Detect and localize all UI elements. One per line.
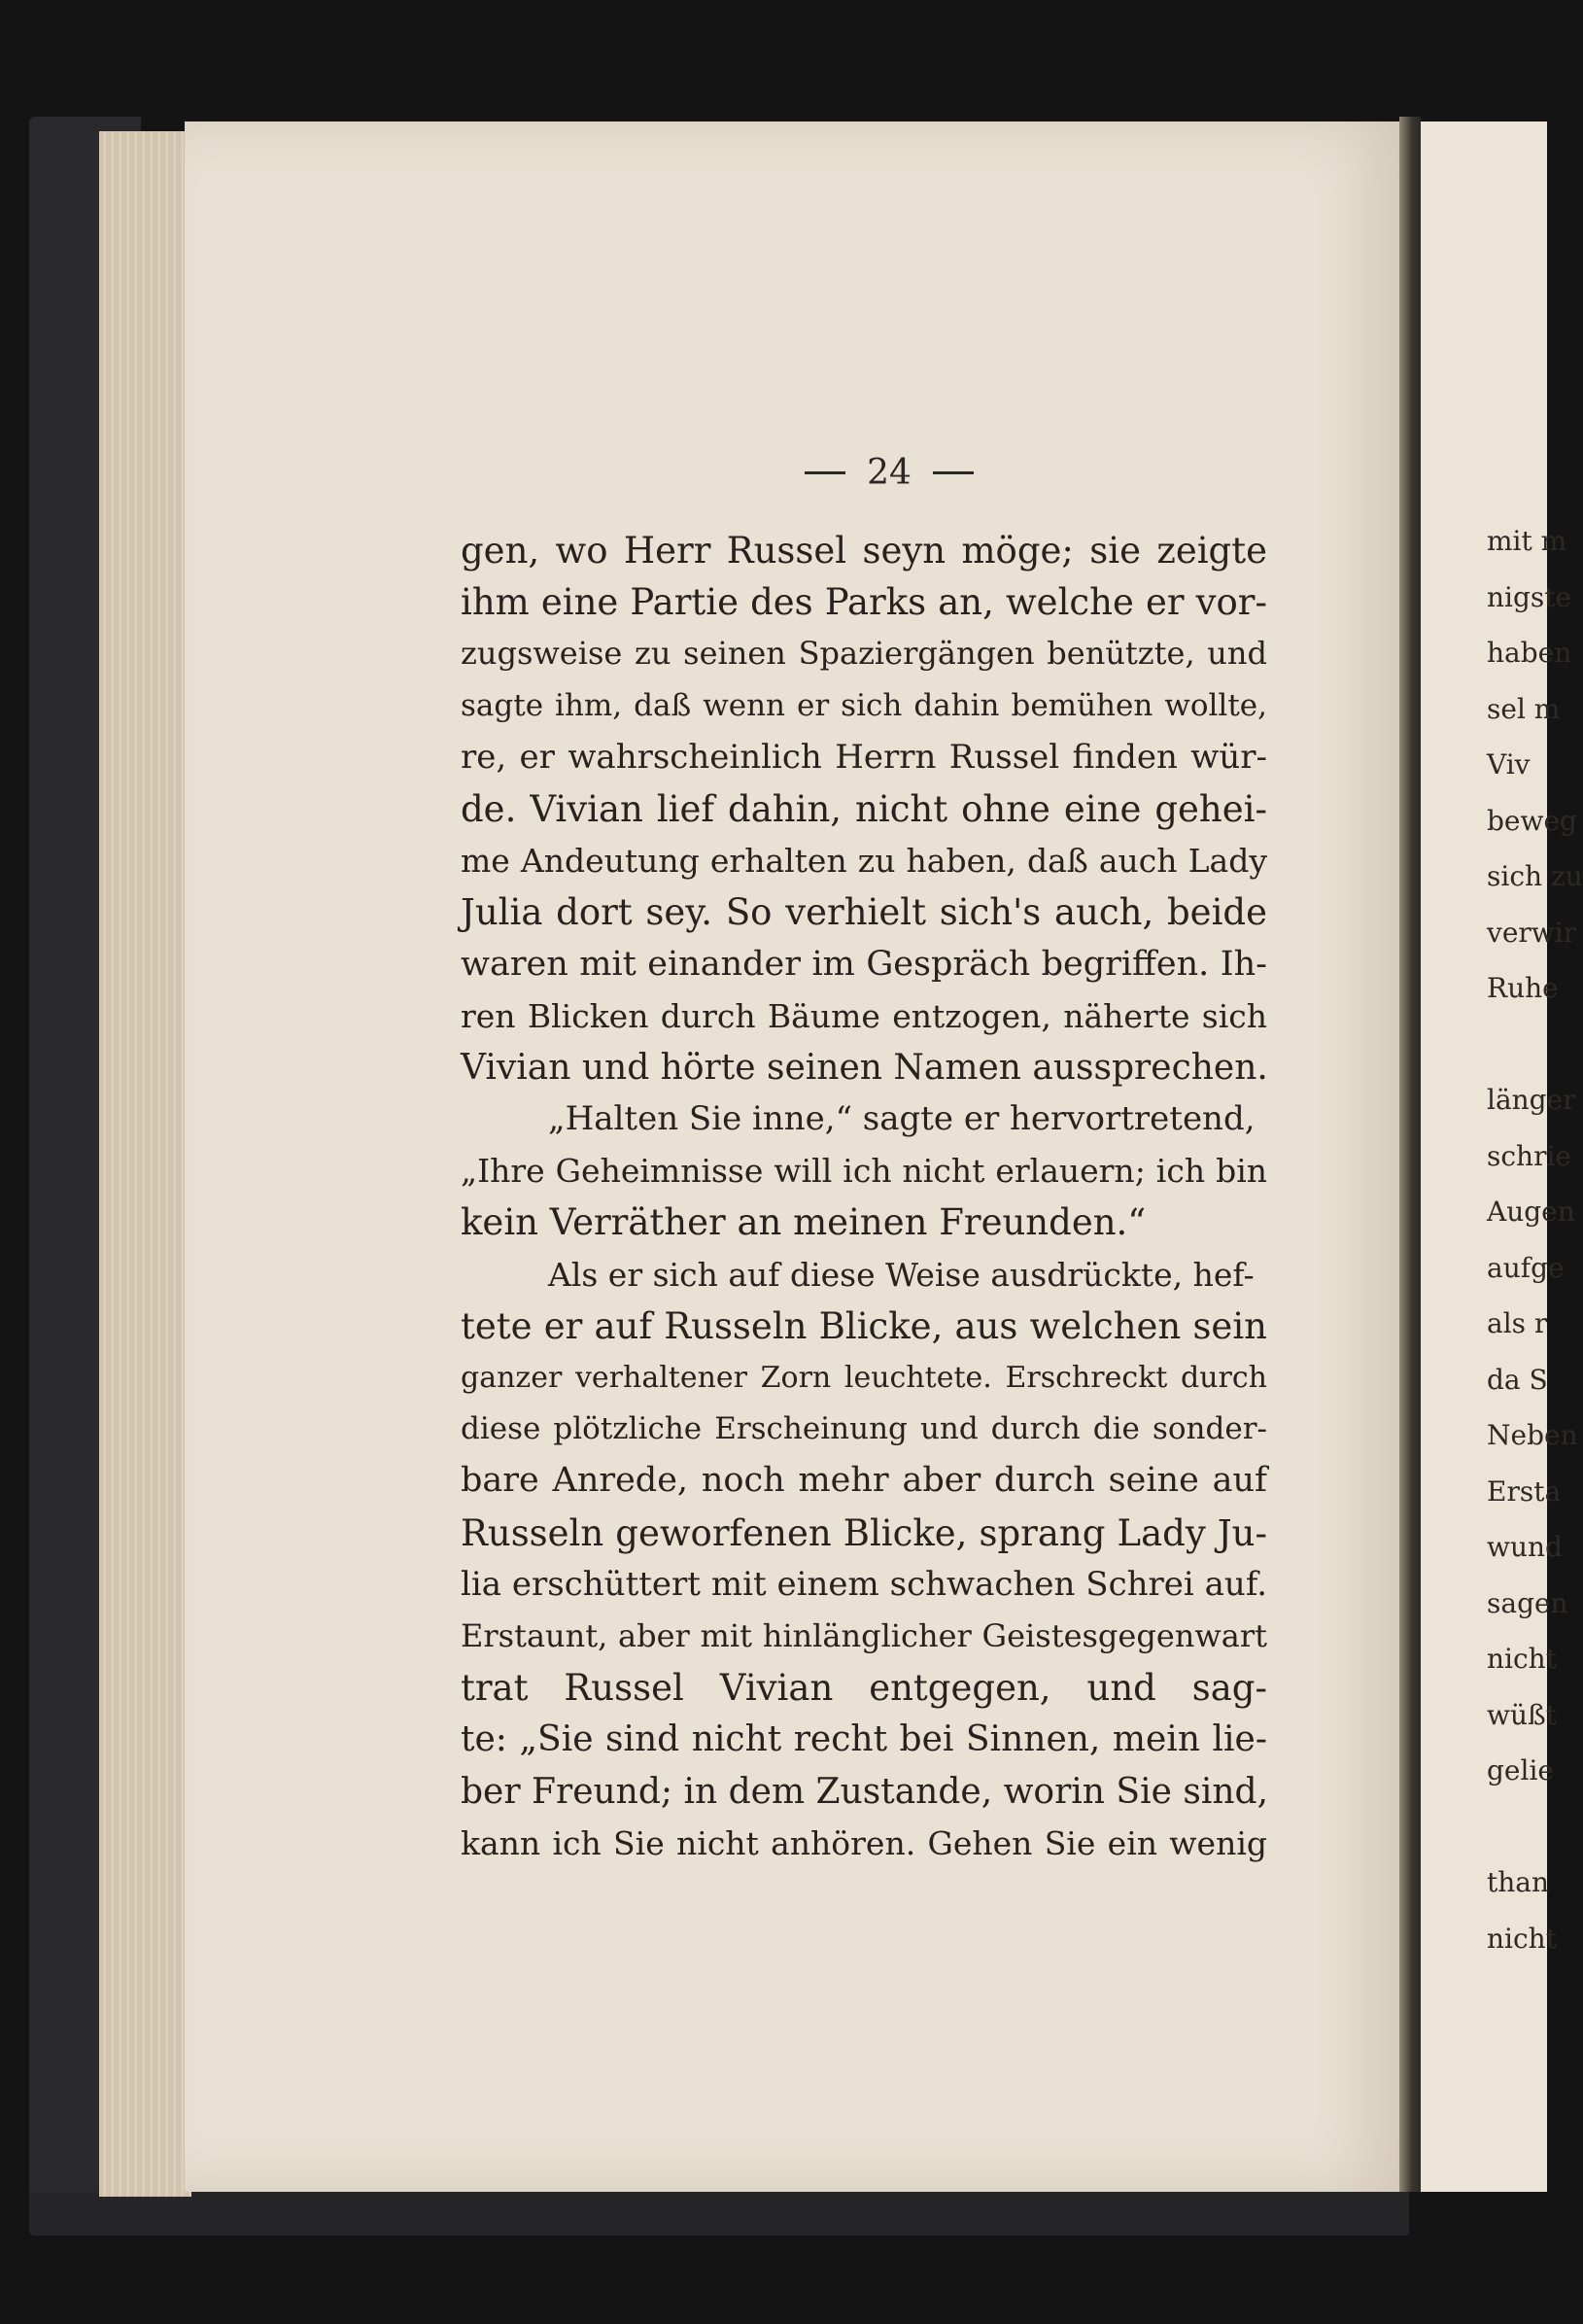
- facing-page-fragment: Neben: [1487, 1419, 1578, 1451]
- body-text: [461, 525, 1267, 1869]
- facing-page-fragment: aufge: [1487, 1251, 1565, 1284]
- facing-page-fragment: wüßt: [1487, 1698, 1557, 1731]
- facing-page-fragment: sich zu: [1487, 860, 1583, 892]
- book-gutter: [1399, 117, 1421, 2192]
- text-line: „Halten Sie inne,“ sagte er hervortretend,: [548, 1099, 1256, 1139]
- page-number: [768, 449, 1011, 496]
- page-number-dash-right: [933, 471, 974, 474]
- facing-page-fragment: nigste: [1487, 580, 1572, 613]
- facing-page-fragment: than: [1487, 1866, 1550, 1898]
- text-line: Erstaunt, aber mit hinlänglicher Geistesgegenwart: [461, 1616, 1267, 1654]
- facing-page-fragment: haben: [1487, 637, 1572, 669]
- text-line: Als er sich auf diese Weise ausdrückte, hef-: [548, 1255, 1255, 1294]
- facing-page-fragment: [1487, 1017, 1547, 1073]
- text-line: ber Freund; in dem Zustande, worin Sie sind,: [461, 1771, 1269, 1812]
- page-number-text: 24: [867, 452, 912, 493]
- text-line: re, er wahrscheinlich Herrn Russel finden wür-: [461, 737, 1267, 777]
- text-line: ganzer verhaltener Zorn leuchtete. Erschreckt durch: [461, 1361, 1267, 1395]
- text-line: zugsweise zu seinen Spaziergängen benützte, und: [461, 635, 1267, 673]
- facing-page-fragment: beweg: [1487, 804, 1577, 837]
- facing-page-fragment: [1487, 1799, 1547, 1856]
- text-line: waren mit einander im Gespräch begriffen. Ih-: [461, 944, 1267, 984]
- facing-page-fragment: sagen: [1487, 1586, 1568, 1619]
- text-line: diese plötzliche Erscheinung und durch die sonder-: [461, 1411, 1267, 1447]
- text-line: tete er auf Russeln Blicke, aus welchen sein: [461, 1304, 1267, 1347]
- facing-page-fragment: verwir: [1487, 916, 1577, 949]
- page-number-dash-left: [805, 471, 845, 474]
- facing-page-fragment: Ruhe: [1487, 972, 1559, 1004]
- text-line: Julia dort sey. So verhielt sich's auch, beide: [461, 891, 1267, 934]
- facing-page-fragment: sel m: [1487, 692, 1561, 725]
- facing-page-fragment: schrie: [1487, 1139, 1571, 1172]
- facing-page-fragment: Augen: [1487, 1196, 1575, 1228]
- text-line: „Ihre Geheimnisse will ich nicht erlauern; ich bin: [461, 1152, 1267, 1191]
- facing-page-fragment: Viv: [1487, 748, 1531, 780]
- facing-page-fragment: gelie: [1487, 1754, 1554, 1786]
- text-line: me Andeutung erhalten zu haben, daß auch Lady: [461, 842, 1267, 881]
- text-line: gen, wo Herr Russel seyn möge; sie zeigte: [461, 530, 1267, 572]
- text-line: ren Blicken durch Bäume entzogen, näherte sich: [461, 996, 1267, 1035]
- text-line: lia erschüttert mit einem schwachen Schrei auf.: [461, 1564, 1267, 1604]
- text-line: Russeln geworfenen Blicke, sprang Lady Ju-: [461, 1511, 1267, 1554]
- facing-page-fragment: nicht: [1487, 1922, 1557, 1955]
- text-line: sagte ihm, daß wenn er sich dahin bemühen wollte,: [461, 687, 1267, 723]
- book-cover-bottom: [29, 2192, 1409, 2236]
- facing-page-fragment: Ersta: [1487, 1474, 1562, 1508]
- text-line: trat Russel Vivian entgegen, und sag-: [461, 1667, 1267, 1710]
- text-line: kann ich Sie nicht anhören. Gehen Sie ein wenig: [461, 1823, 1267, 1862]
- facing-page-fragment: als r: [1487, 1307, 1548, 1339]
- facing-page-text-fragments: [1487, 513, 1583, 1966]
- text-line: te: „Sie sind nicht recht bei Sinnen, mein lie-: [461, 1719, 1267, 1760]
- facing-page-fragment: nicht: [1487, 1643, 1557, 1675]
- facing-page-fragment: da S: [1487, 1363, 1548, 1396]
- text-line: ihm eine Partie des Parks an, welche er vor-: [461, 581, 1267, 624]
- text-line: de. Vivian lief dahin, nicht ohne eine gehei-: [461, 787, 1267, 830]
- facing-page-fragment: länger: [1487, 1084, 1576, 1116]
- facing-page-fragment: wund: [1487, 1531, 1563, 1563]
- facing-page-fragment: mit m: [1487, 525, 1567, 557]
- page-edges: [99, 131, 191, 2197]
- text-line: kein Verräther an meinen Freunden.“: [461, 1201, 1147, 1244]
- text-line: bare Anrede, noch mehr aber durch seine auf: [461, 1461, 1267, 1501]
- text-line: Vivian und hörte seinen Namen aussprechen.: [461, 1047, 1268, 1088]
